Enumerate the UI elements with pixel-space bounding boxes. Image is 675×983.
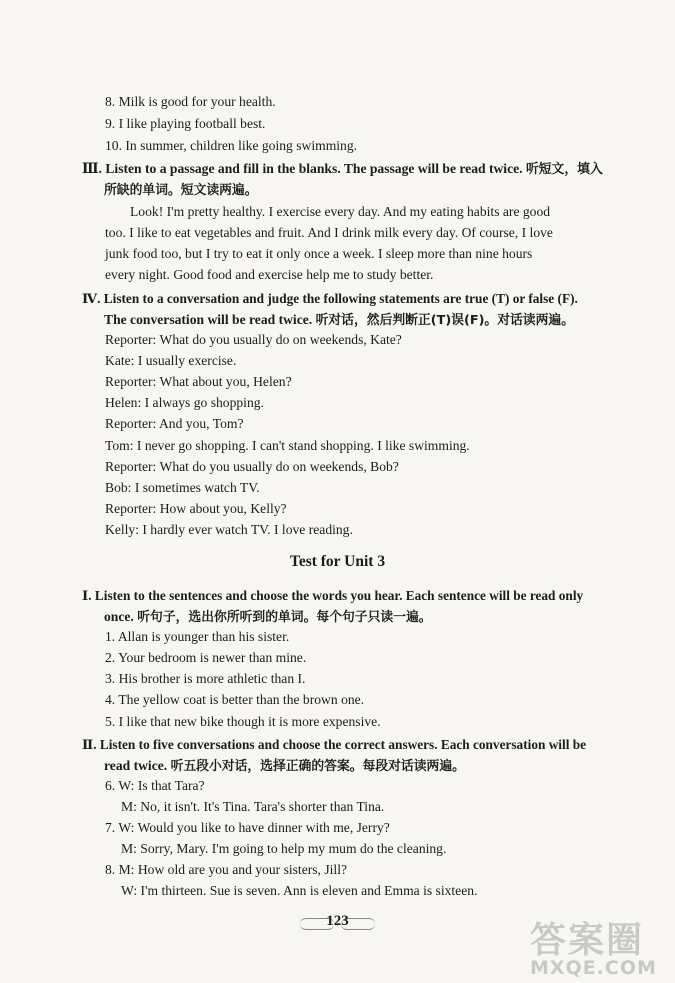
instruction-en: Listen to the sentences and choose the words you hear. Each sentence will be read only bbox=[94, 588, 584, 603]
dialogue-line: Reporter: How about you, Kelly? bbox=[105, 501, 287, 516]
list-item: 2. Your bedroom is newer than mine. bbox=[105, 650, 307, 665]
section-4-instruction bbox=[82, 290, 578, 308]
unit-heading: Test for Unit 3 bbox=[289, 553, 386, 570]
instruction-en: Listen to a conversation and judge the following statements are true (T) or false (F). bbox=[103, 291, 578, 306]
section-numeral: Ⅱ. bbox=[82, 737, 97, 752]
dialogue-line: Reporter: What do you usually do on weekends, Kate? bbox=[105, 332, 402, 347]
instruction-en: Listen to a passage and fill in the blanks. The passage will be read twice. bbox=[105, 161, 523, 176]
section-numeral: Ⅳ. bbox=[82, 291, 101, 306]
section-3-instruction bbox=[82, 160, 603, 179]
watermark-text: 答案圈 bbox=[530, 920, 645, 961]
dialogue-line: Kate: I usually exercise. bbox=[105, 353, 237, 368]
watermark-logo bbox=[530, 912, 670, 978]
list-item: 3. His brother is more athletic than I. bbox=[105, 671, 306, 686]
unit-section-2-instruction bbox=[82, 736, 586, 754]
list-item: 8. Milk is good for your health. bbox=[105, 94, 276, 109]
unit-section-1-instruction-line-2 bbox=[104, 608, 432, 627]
passage-line: every night. Good food and exercise help me to study better. bbox=[105, 267, 434, 282]
unit-section-2-instruction-line-2 bbox=[104, 757, 465, 776]
dialogue-line: 6. W: Is that Tara? bbox=[105, 778, 205, 793]
list-item: 9. I like playing football best. bbox=[105, 116, 266, 131]
instruction-en: Listen to five conversations and choose the correct answers. Each conversation will be bbox=[99, 737, 587, 752]
instruction-cn: 听五段小对话，选择正确的答案。每段对话读两遍。 bbox=[170, 759, 465, 774]
list-item: 1. Allan is younger than his sister. bbox=[105, 629, 290, 644]
section-4-instruction-line-2 bbox=[104, 311, 574, 330]
list-item: 5. I like that new bike though it is more expensive. bbox=[105, 714, 381, 729]
passage-line: junk food too, but I try to eat it only once a week. I sleep more than nine hours bbox=[105, 246, 533, 261]
unit-section-1-instruction bbox=[82, 587, 583, 605]
instruction-en: read twice. bbox=[104, 758, 168, 773]
dialogue-line: M: No, it isn't. It's Tina. Tara's shorter than Tina. bbox=[121, 799, 385, 814]
dialogue-line: M: Sorry, Mary. I'm going to help my mum do the cleaning. bbox=[121, 841, 447, 856]
dialogue-line: W: I'm thirteen. Sue is seven. Ann is eleven and Emma is sixteen. bbox=[121, 883, 478, 898]
list-item: 10. In summer, children like going swimming. bbox=[105, 138, 358, 153]
dialogue-line: Bob: I sometimes watch TV. bbox=[105, 480, 260, 495]
instruction-en: The conversation will be read twice. bbox=[104, 312, 313, 327]
section-numeral: Ⅰ. bbox=[82, 588, 92, 603]
dialogue-line: Kelly: I hardly ever watch TV. I love reading. bbox=[105, 522, 353, 537]
instruction-en: once. bbox=[104, 609, 134, 624]
section-numeral: Ⅲ. bbox=[82, 161, 102, 176]
dialogue-line: 7. W: Would you like to have dinner with me, Jerry? bbox=[105, 820, 390, 835]
instruction-cn: 听短文，填入 bbox=[525, 162, 603, 177]
dialogue-line: 8. M: How old are you and your sisters, Jill? bbox=[105, 862, 348, 877]
instruction-cn: 听句子，选出你所听到的单词。每个句子只读一遍。 bbox=[137, 610, 432, 625]
dialogue-line: Helen: I always go shopping. bbox=[105, 395, 264, 410]
watermark-url: MXQE.COM bbox=[530, 957, 657, 979]
dialogue-line: Reporter: What do you usually do on weekends, Bob? bbox=[105, 459, 399, 474]
page-number: 123 bbox=[326, 913, 349, 929]
instruction-cn: 听对话，然后判断正(T)误(F)。对话读两遍。 bbox=[315, 313, 574, 328]
instruction-cn-line-2: 所缺的单词。短文读两遍。 bbox=[104, 183, 258, 198]
dialogue-line: Reporter: What about you, Helen? bbox=[105, 374, 292, 389]
passage-line: too. I like to eat vegetables and fruit. And I drink milk every day. Of course, I love bbox=[105, 225, 553, 240]
list-item: 4. The yellow coat is better than the brown one. bbox=[105, 692, 365, 707]
dialogue-line: Tom: I never go shopping. I can't stand shopping. I like swimming. bbox=[105, 438, 470, 453]
passage-line: Look! I'm pretty healthy. I exercise every day. And my eating habits are good bbox=[130, 204, 551, 219]
dialogue-line: Reporter: And you, Tom? bbox=[105, 416, 244, 431]
